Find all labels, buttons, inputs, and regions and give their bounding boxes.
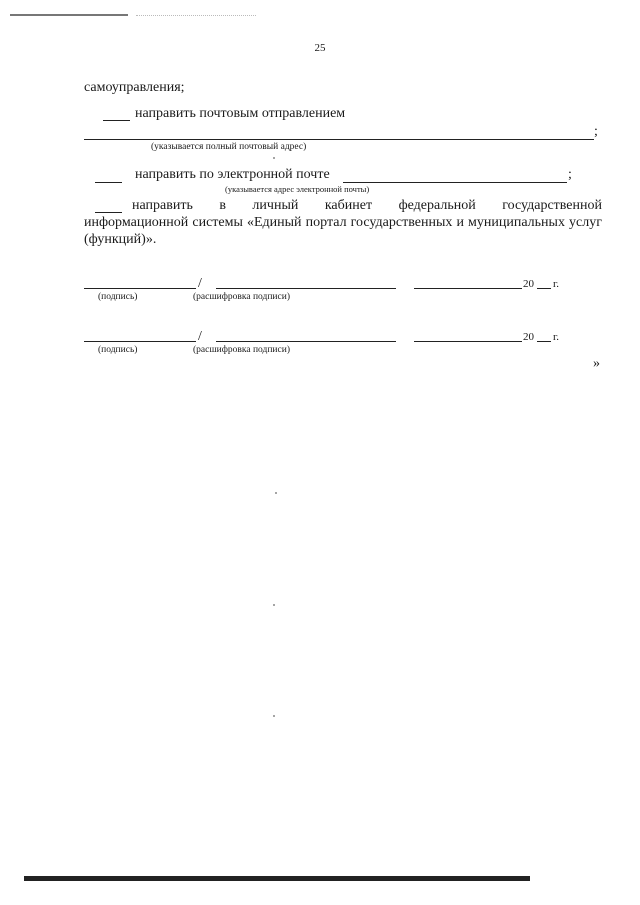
closing-quote: » xyxy=(593,356,600,371)
scan-speck xyxy=(273,157,275,159)
postal-option-label: направить почтовым отправлением xyxy=(135,106,346,121)
page-number: 25 xyxy=(314,42,326,54)
scan-speck xyxy=(275,492,277,494)
email-end-mark: ; xyxy=(568,167,572,182)
portal-option-first-line xyxy=(84,197,602,214)
year-field[interactable] xyxy=(537,341,551,342)
year-suffix: г. xyxy=(553,331,560,343)
postal-hint: (указывается полный почтовый адрес) xyxy=(151,142,307,152)
postal-end-mark: ; xyxy=(594,124,598,139)
postal-address-field[interactable] xyxy=(84,139,594,140)
decoding-caption: (расшифровка подписи) xyxy=(193,292,290,302)
intro-fragment: самоуправления; xyxy=(84,80,185,95)
email-hint: (указывается адрес электронной почты) xyxy=(225,184,370,194)
postal-checkbox-blank[interactable] xyxy=(103,120,130,121)
signature-caption: (подпись) xyxy=(98,292,138,302)
signature-field[interactable] xyxy=(84,341,196,342)
date-field[interactable] xyxy=(414,288,522,289)
email-option-label: направить по электронной почте xyxy=(135,167,330,182)
year-suffix: г. xyxy=(553,278,560,290)
decoding-caption: (расшифровка подписи) xyxy=(193,345,290,355)
email-address-field[interactable] xyxy=(343,182,567,183)
signature-decoding-field[interactable] xyxy=(216,341,396,342)
year-prefix: 20 xyxy=(523,331,534,343)
date-field[interactable] xyxy=(414,341,522,342)
year-field[interactable] xyxy=(537,288,551,289)
scan-edge-top-faint xyxy=(136,15,256,16)
signature-field[interactable] xyxy=(84,288,196,289)
signature-caption: (подпись) xyxy=(98,345,138,355)
scan-speck xyxy=(273,715,275,717)
portal-option-first-line-text: направить в личный кабинет федеральной государственной xyxy=(132,198,602,213)
signature-slash: / xyxy=(198,276,202,291)
year-prefix: 20 xyxy=(523,278,534,290)
signature-decoding-field[interactable] xyxy=(216,288,396,289)
scan-speck xyxy=(273,604,275,606)
scan-edge-bottom xyxy=(24,876,530,881)
scan-edge-top xyxy=(10,14,128,16)
email-checkbox-blank[interactable] xyxy=(95,182,122,183)
signature-slash: / xyxy=(198,329,202,344)
portal-option-rest: информационной системы «Единый портал государственных и муниципальных услуг (функций)». xyxy=(84,215,602,247)
